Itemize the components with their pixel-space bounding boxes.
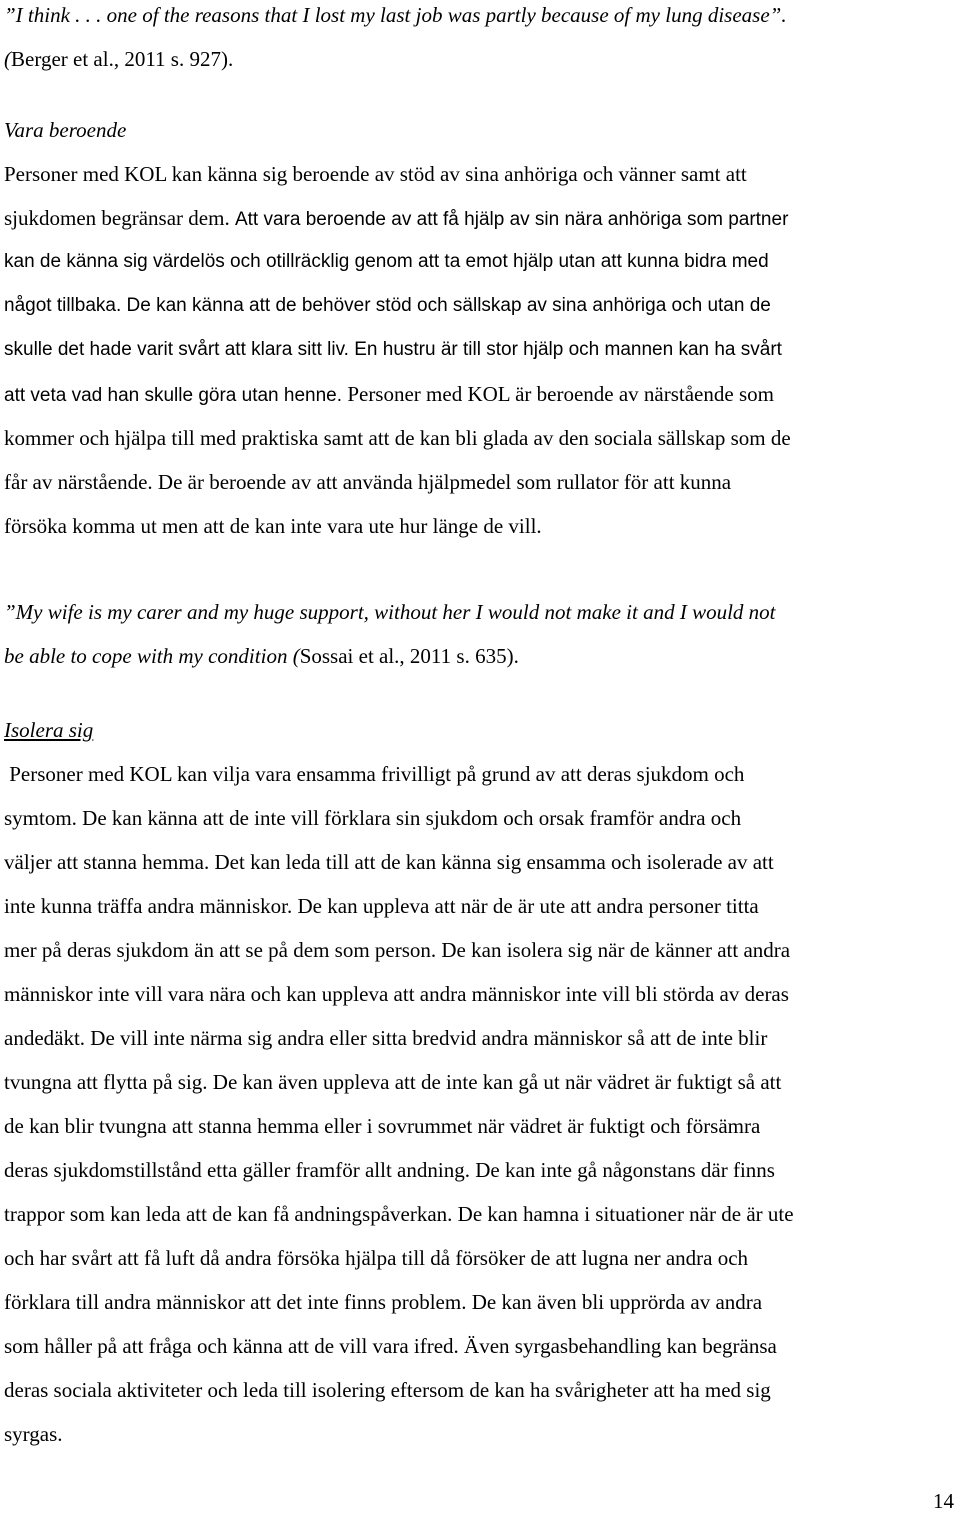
quote-1-line-2 xyxy=(4,46,233,72)
page-number: 14 xyxy=(933,1489,954,1513)
paragraph-line: Personer med KOL kan känna sig beroende av stöd av sina anhöriga och vänner samt att xyxy=(4,162,747,186)
paragraph-line: förklara till andra människor att det inte finns problem. De kan även bli upprörda av andra xyxy=(4,1290,763,1314)
paragraph-line: Personer med KOL kan vilja vara ensamma frivilligt på grund av att deras sjukdom och xyxy=(4,762,745,786)
paragraph-line: väljer att stanna hemma. Det kan leda till att de kan känna sig ensamma och isolerade av att xyxy=(4,850,774,874)
quote-2-line-2 xyxy=(4,643,519,669)
quote-2-italic-run: be able to cope with my condition ( xyxy=(4,644,300,668)
paragraph-line xyxy=(4,469,731,495)
paragraph-line: människor inte vill vara nära och kan uppleva att andra människor inte vill bli störda av deras xyxy=(4,982,789,1006)
paragraph-line: skulle det hade varit svårt att klara sitt liv. En hustru är till stor hjälp och mannen kan ha svårt xyxy=(4,339,782,360)
paragraph-line: syrgas. xyxy=(4,1422,63,1446)
paragraph-line: symtom. De kan känna att de inte vill förklara sin sjukdom och orsak framför andra och xyxy=(4,806,742,830)
text-run-sans: Att vara beroende av att få hjälp av sin nära anhöriga som partner xyxy=(234,209,789,230)
text-run-sans: att veta vad han skulle göra utan henne. xyxy=(4,385,348,406)
paragraph-line: deras sociala aktiviteter och leda till isolering eftersom de kan ha svårigheter att ha med sig xyxy=(4,1378,771,1402)
paragraph-line: försöka komma ut men att de kan inte vara ute hur länge de vill. xyxy=(4,514,542,538)
quote-2-line-1: ”My wife is my carer and my huge support, without her I would not make it and I would not xyxy=(4,600,776,624)
paragraph-line: som håller på att fråga och känna att de vill vara ifred. Även syrgasbehandling kan begränsa xyxy=(4,1334,777,1358)
text-run-serif: Personer med KOL är beroende av närstående som xyxy=(347,382,774,406)
paragraph-line: deras sjukdomstillstånd etta gäller framför allt andning. De kan inte gå någonstans där finns xyxy=(4,1158,775,1182)
text-run-serif: sjukdomen begränsar dem. xyxy=(4,206,235,230)
paragraph-line: inte kunna träffa andra människor. De kan uppleva att när de är ute att andra personer titta xyxy=(4,894,759,918)
quote-1-line-1: ”I think . . . one of the reasons that I lost my last job was partly because of my lung disease”. xyxy=(4,3,787,27)
paragraph-line: andedäkt. De vill inte närma sig andra eller sitta bredvid andra människor så att de inte blir xyxy=(4,1026,768,1050)
paragraph-line: kan de känna sig värdelös och otillräcklig genom att ta emot hjälp utan att kunna bidra med xyxy=(4,251,769,272)
quote-1-citation: Berger et al., 2011 s. 927). xyxy=(11,47,234,71)
text-run-serif: får av närstående. xyxy=(4,470,158,494)
paragraph-line: mer på deras sjukdom än att se på dem som person. De kan isolera sig när de känner att andra xyxy=(4,938,791,962)
paragraph-line: trappor som kan leda att de kan få andningspåverkan. De kan hamna i situationer när de är ute xyxy=(4,1202,794,1226)
paragraph-line: tvungna att flytta på sig. De kan även uppleva att de inte kan gå ut när vädret är fuktigt så att xyxy=(4,1070,782,1094)
quote-2-citation: Sossai et al., 2011 s. 635). xyxy=(299,644,519,668)
paragraph-line xyxy=(4,381,774,407)
quote-1-open-paren: ( xyxy=(4,47,11,71)
section-heading-vara-beroende: Vara beroende xyxy=(4,118,127,142)
paragraph-line xyxy=(4,205,788,231)
paragraph-line: de kan blir tvungna att stanna hemma eller i sovrummet när vädret är fuktigt och försämra xyxy=(4,1114,761,1138)
paragraph-line: något tillbaka. De kan känna att de behöver stöd och sällskap av sina anhöriga och utan de xyxy=(4,295,771,316)
section-heading-isolera-sig: Isolera sig xyxy=(4,718,94,742)
paragraph-line: och har svårt att få luft då andra försöka hjälpa till då försöker de att lugna ner andra och xyxy=(4,1246,749,1270)
text-run-serif: De är beroende av att använda hjälpmedel som rullator för att kunna xyxy=(157,470,732,494)
paragraph-line: kommer och hjälpa till med praktiska samt att de kan bli glada av den sociala sällskap som de xyxy=(4,426,791,450)
